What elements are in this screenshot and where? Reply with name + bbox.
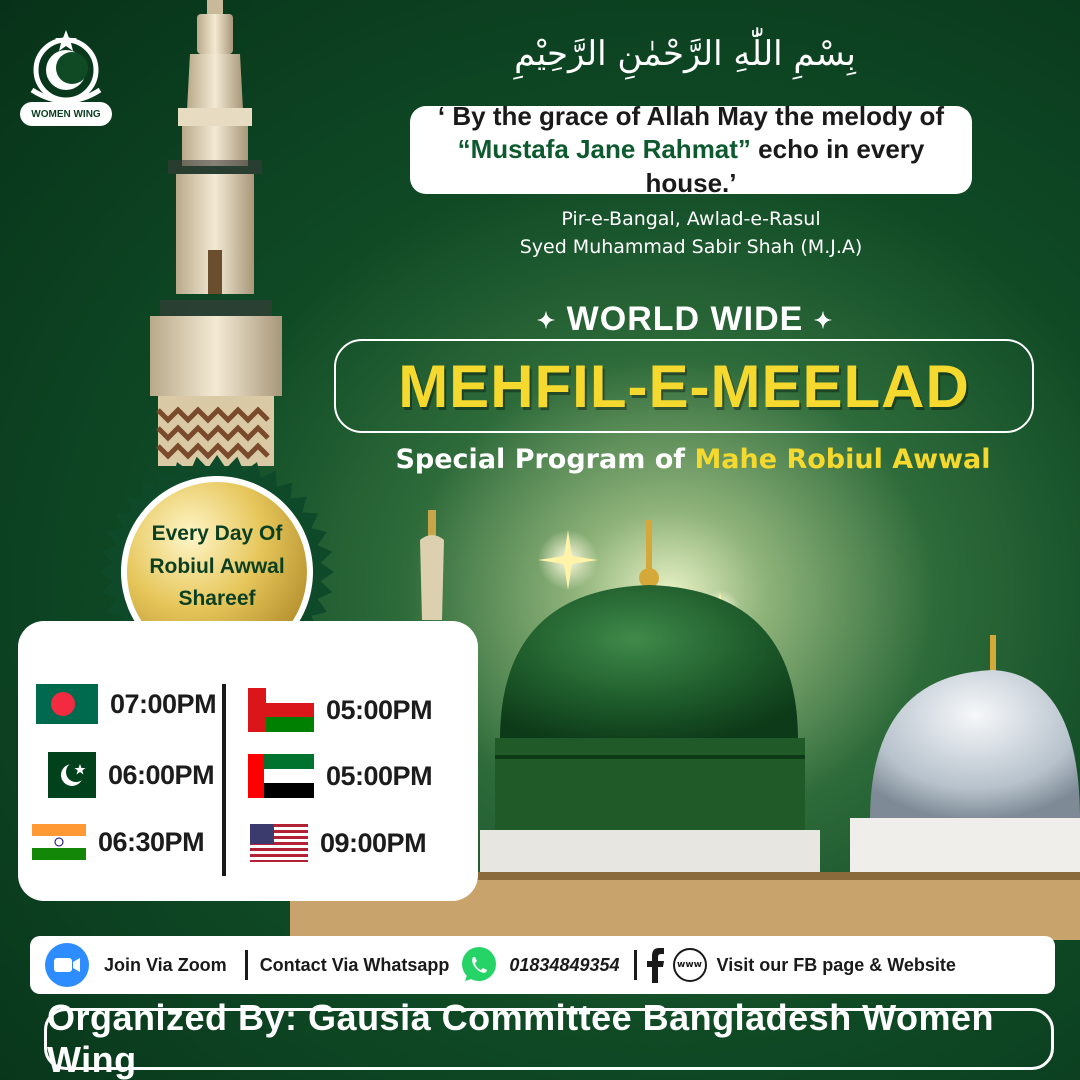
event-title: MEHFIL-E-MEELAD [334,339,1034,433]
event-subtitle-text: WORLD WIDE [566,300,804,338]
schedule-row [36,684,216,724]
schedule-row [34,752,214,798]
program-highlight: Mahe Robiul Awwal [694,444,991,475]
quote-line-2 [410,133,972,200]
quote-line-1: ‘ By the grace of Allah May the melody of [437,101,945,132]
schedule-row [248,688,432,732]
pakistan-flag-icon [34,752,96,798]
schedule-row [250,824,426,862]
bangladesh-flag-icon [36,684,98,724]
badge-line-1: Every Day Of [151,522,283,545]
india-flag-icon [32,824,86,860]
badge-line-3: Shareef [178,587,256,611]
usa-flag-icon [250,824,308,862]
bangladesh-time: 07:00PM [110,688,217,719]
logo-badge-label: WOMEN WING [20,102,112,126]
website-globe-icon[interactable]: www [673,948,707,982]
quote-line-2-rest: echo in every house.’ [645,134,925,198]
usa-time: 09:00PM [320,827,427,858]
crescent-emblem-icon [18,28,114,108]
sparkle-icon: ✦ [813,308,834,334]
attribution-line-2: Syed Muhammad Sabir Shah (M.J.A) [519,235,863,258]
facebook-icon[interactable] [645,947,665,983]
organizer-banner: Organized By: Gausia Committee Bangladesh Women Wing [44,1008,1054,1070]
pakistan-time: 06:00PM [108,759,215,790]
sparkle-icon: ✦ [536,308,557,334]
schedule-row [248,754,432,798]
quote-highlight: “Mustafa Jane Rahmat” [457,134,751,165]
badge-text [96,518,338,616]
quote-attribution [410,206,972,261]
attribution-line-1: Pir-e-Bangal, Awlad-e-Rasul [561,208,821,230]
contact-whatsapp-label: Contact Via Whatsapp [259,954,450,975]
uae-time: 05:00PM [326,760,433,791]
bismillah-calligraphy: بِسْمِ اللّٰهِ الرَّحْمٰنِ الرَّحِيْمِ [514,34,856,74]
quote-box [410,101,972,198]
fb-website-link[interactable]: Visit our FB page & Website [716,954,956,975]
organization-logo [18,28,114,126]
zoom-icon[interactable] [44,942,90,988]
event-subtitle [500,300,870,339]
contact-separator [634,950,637,980]
contact-separator [245,950,248,980]
whatsapp-icon[interactable] [459,945,499,985]
uae-flag-icon [248,754,314,798]
minaret-image [140,0,290,520]
program-description [334,444,1052,475]
contact-bar [30,936,1055,994]
schedule-divider [222,684,226,876]
badge-line-2: Robiul Awwal [149,554,285,578]
schedule-row [32,824,204,860]
oman-flag-icon [248,688,314,732]
oman-time: 05:00PM [326,694,433,725]
join-zoom-link[interactable]: Join Via Zoom [104,954,227,975]
india-time: 06:30PM [98,826,205,857]
program-prefix: Special Program of [395,444,695,475]
whatsapp-phone-number[interactable]: 01834849354 [509,954,620,975]
